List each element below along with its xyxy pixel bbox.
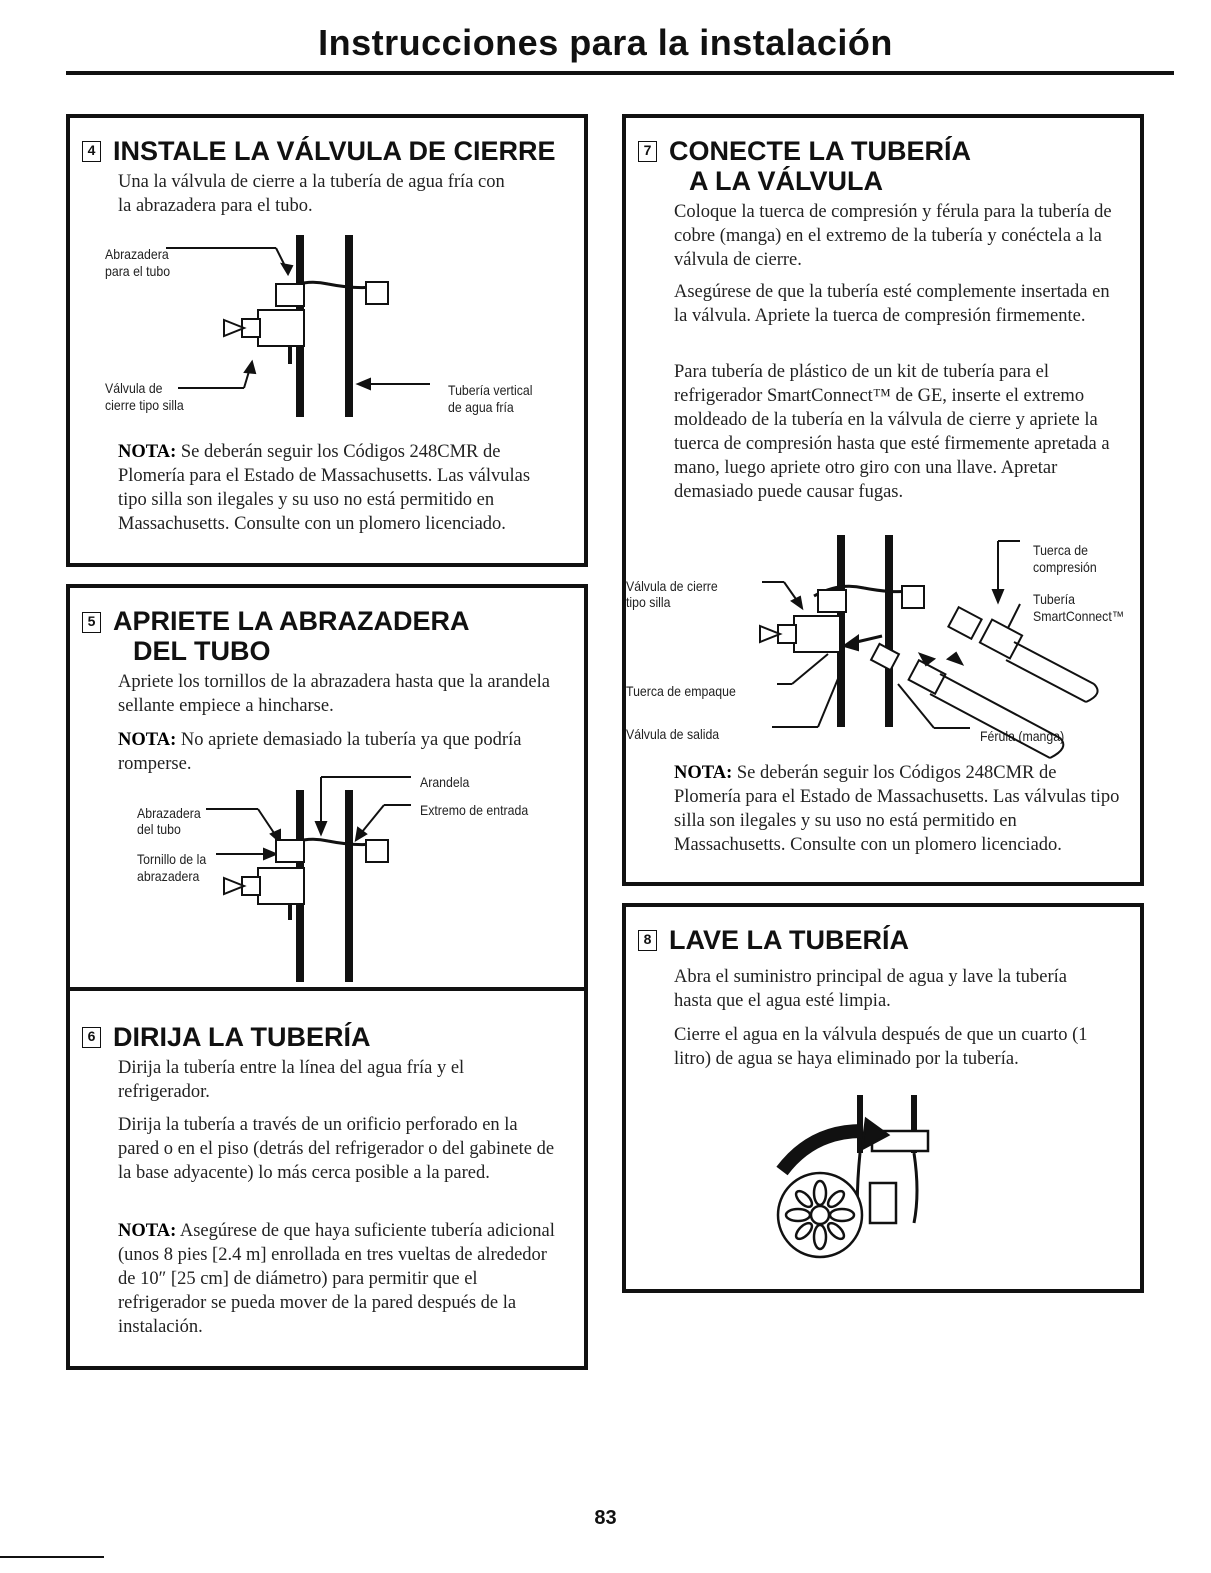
label-screw-2: abrazadera — [137, 868, 200, 884]
flush-valve-illustration — [622, 903, 1144, 1293]
step-5-body: Apriete los tornillos de la abrazadera hasta que la arandela sellante empiece a hincharse. — [118, 672, 550, 716]
step-5-number: 5 — [82, 612, 101, 633]
step-7-note-text: Se deberán seguir los Códigos 248CMR de Plomería para el Estado de Massachusetts. Las válvulas tipo silla son ilegales y su uso no está permitido en Massachusetts. Consulte con un plomero licenciado. — [674, 763, 1120, 855]
label-valve-1: Válvula de — [105, 380, 163, 396]
step-6-box — [66, 987, 588, 1370]
label-clamp-2: del tubo — [137, 821, 181, 837]
step-4-box — [66, 114, 588, 567]
step-8-heading: LAVE LA TUBERÍA — [669, 925, 909, 955]
step-6-note — [118, 1219, 558, 1339]
step-7-note-label: NOTA: — [674, 763, 733, 783]
label-saddle-valve-1: Válvula de cierre — [626, 578, 718, 594]
step-8-box — [622, 903, 1144, 1293]
step-5-note-text: No apriete demasiado la tubería ya que podría romperse. — [118, 730, 522, 774]
page-number: 83 — [594, 1507, 617, 1529]
step-4-heading: INSTALE LA VÁLVULA DE CIERRE — [113, 136, 556, 166]
label-screw-1: Tornillo de la — [137, 851, 207, 867]
step-5-box — [66, 584, 588, 999]
step-8-number: 8 — [638, 930, 657, 951]
label-saddle-valve-2: tipo silla — [626, 594, 671, 610]
label-smartconnect-2: SmartConnect™ — [1033, 608, 1125, 624]
label-inlet: Extremo de entrada — [420, 802, 529, 818]
label-packing-nut: Tuerca de empaque — [626, 683, 736, 699]
title-rule — [66, 71, 1174, 75]
label-clamp-2: para el tubo — [105, 263, 171, 279]
label-pipe-2: de agua fría — [448, 399, 514, 415]
label-clamp-1: Abrazadera — [137, 805, 201, 821]
step-6-heading: DIRIJA LA TUBERÍA — [113, 1022, 371, 1052]
step-7-heading-2: A LA VÁLVULA — [689, 166, 883, 196]
label-pipe-1: Tubería vertical — [448, 382, 533, 398]
step-7-body-2: Asegúrese de que la tubería esté complemente insertada en la válvula. Apriete la tuerca de compresión firmemente. — [674, 282, 1110, 326]
step-7-box — [622, 114, 1144, 886]
step-4-note-label: NOTA: — [118, 442, 177, 462]
page-title: Instrucciones para la instalación — [318, 22, 893, 63]
step-4-body: Una la válvula de cierre a la tubería de agua fría con la abrazadera para el tubo. — [118, 172, 505, 216]
step-7-body-1: Coloque la tuerca de compresión y férula para la tubería de cobre (manga) en el extremo de la tubería y conéctela a la válvula de cierre. — [674, 202, 1112, 270]
label-smartconnect-1: Tubería — [1033, 591, 1076, 607]
step-5-heading-2: DEL TUBO — [133, 636, 271, 666]
step-5-heading-1: APRIETE LA ABRAZADERA — [113, 606, 470, 636]
step-7-heading-1: CONECTE LA TUBERÍA — [669, 136, 971, 166]
step-5-note-label: NOTA: — [118, 730, 177, 750]
clamp-tighten-illustration — [66, 584, 588, 999]
label-clamp-1: Abrazadera — [105, 246, 169, 262]
label-compression-nut-2: compresión — [1033, 559, 1097, 575]
step-7-body-3: Para tubería de plástico de un kit de tubería para el refrigerador SmartConnect™ de GE, inserte el extremo moldeado de la tubería en la válvula de cierre y apriete la tuerca de compresión hasta que esté firmemente apretada a mano, luego apriete otro giro con una llave. Apretar demasiado puede causar fugas. — [674, 362, 1110, 502]
footer-rule — [0, 1556, 104, 1558]
label-outlet-valve: Válvula de salida — [626, 726, 720, 742]
label-ferrule: Férula (manga) — [980, 728, 1065, 744]
step-4-note — [118, 440, 558, 536]
step-6-note-text: Asegúrese de que haya suficiente tubería adicional (unos 8 pies [2.4 m] enrollada en tres vueltas de alrededor de 10″ [25 cm] de diámetro) para permitir que el refrigerador se pueda mover de la pared después de la instalación. — [118, 1221, 555, 1337]
step-7-number: 7 — [638, 141, 657, 162]
label-valve-2: cierre tipo silla — [105, 397, 184, 413]
step-4-note-text: Se deberán seguir los Códigos 248CMR de Plomería para el Estado de Massachusetts. Las válvulas tipo silla son ilegales y su uso no está permitido en Massachusetts. Consulte con un plomero licenciado. — [118, 442, 531, 534]
label-washer: Arandela — [420, 774, 470, 790]
step-6-body-2: Dirija la tubería a través de un orificio perforado en la pared o en el piso (detrás del refrigerador o del gabinete de la base adyacente) lo más cerca posible a la pared. — [118, 1115, 555, 1183]
step-6-body-1: Dirija la tubería entre la línea del agua fría y el refrigerador. — [118, 1058, 465, 1102]
step-6-note-label: NOTA: — [118, 1221, 177, 1241]
step-4-number: 4 — [82, 141, 101, 162]
label-compression-nut-1: Tuerca de — [1033, 542, 1089, 558]
step-7-note — [674, 761, 1124, 857]
step-6-number: 6 — [82, 1027, 101, 1048]
step-8-body-1: Abra el suministro principal de agua y lave la tubería hasta que el agua esté limpia. — [674, 967, 1067, 1011]
step-8-body-2: Cierre el agua en la válvula después de que un cuarto (1 litro) de agua se haya eliminado por la tubería. — [674, 1025, 1088, 1069]
